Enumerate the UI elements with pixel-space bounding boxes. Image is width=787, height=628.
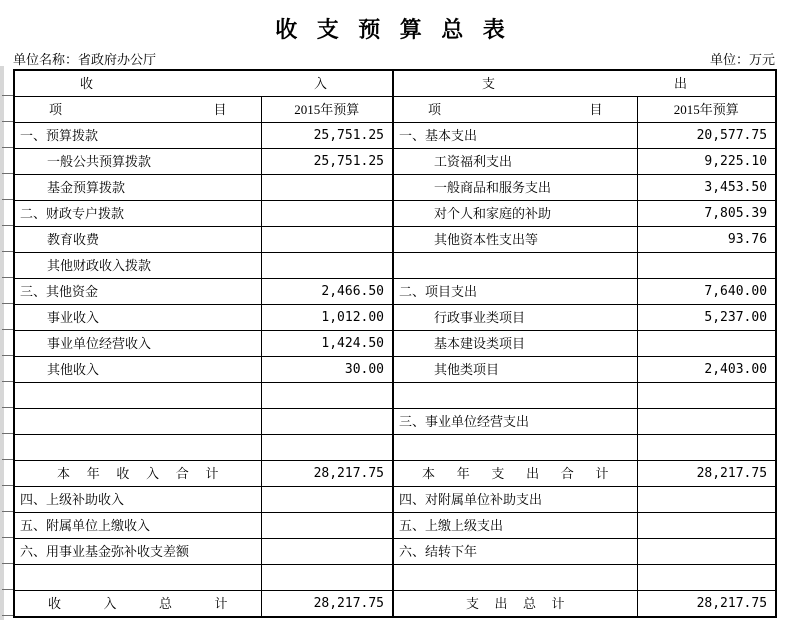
income-amount [261,513,393,539]
income-item-label: 六、用事业基金弥补收支差额 [14,539,261,565]
expense-amount: 7,805.39 [637,201,776,227]
expense-amount: 7,640.00 [637,279,776,305]
expense-item-label: 支 出 总 计 [393,591,637,618]
expense-amount [637,331,776,357]
expense-amount: 5,237.00 [637,305,776,331]
expense-item-column-header: 项 目 [393,97,637,123]
table-row [14,435,776,461]
income-item-label: 其他财政收入拨款 [14,253,261,279]
expense-amount [637,383,776,409]
income-amount: 30.00 [261,357,393,383]
income-amount: 28,217.75 [261,591,393,618]
expense-amount: 3,453.50 [637,175,776,201]
income-item-label: 二、财政专户拨款 [14,201,261,227]
expense-item-label [393,253,637,279]
expense-item-label: 六、结转下年 [393,539,637,565]
expense-amount: 28,217.75 [637,461,776,487]
expense-amount [637,565,776,591]
income-amount [261,175,393,201]
expense-item-label [393,383,637,409]
income-amount [261,253,393,279]
expense-amount: 20,577.75 [637,123,776,149]
table-row [14,487,776,513]
table-row [14,565,776,591]
expense-amount: 28,217.75 [637,591,776,618]
budget-table [13,69,777,618]
expense-item-label: 本 年 支 出 合 计 [393,461,637,487]
table-row [14,279,776,305]
income-amount [261,565,393,591]
income-amount: 28,217.75 [261,461,393,487]
expense-item-label: 五、上缴上级支出 [393,513,637,539]
expense-amount: 93.76 [637,227,776,253]
currency-unit-label: 单位：万元 [709,52,775,67]
income-item-label [14,435,261,461]
income-item-label: 教育收费 [14,227,261,253]
income-amount [261,487,393,513]
unit-name-label: 单位名称：省政府办公厅 [13,52,157,67]
income-item-label [14,383,261,409]
income-amount [261,383,393,409]
table-row [14,201,776,227]
page-title: 收 支 预 算 总 表 [275,17,512,42]
income-amount: 1,012.00 [261,305,393,331]
income-item-label: 本 年 收 入 合 计 [14,461,261,487]
income-item-label [14,565,261,591]
table-row [14,591,776,618]
row-gridline-ticks [2,70,13,617]
income-amount [261,409,393,435]
income-amount [261,201,393,227]
expense-item-label: 二、项目支出 [393,279,637,305]
expense-amount: 9,225.10 [637,149,776,175]
budget-table-body [14,123,776,618]
expense-item-label: 其他类项目 [393,357,637,383]
table-row [14,461,776,487]
table-row [14,331,776,357]
income-item-label: 五、附属单位上缴收入 [14,513,261,539]
column-header-row [14,97,776,123]
income-item-label: 收 入 总 计 [14,591,261,618]
expense-item-label: 四、对附属单位补助支出 [393,487,637,513]
income-item-label: 其他收入 [14,357,261,383]
income-budget-column-header: 2015年预算 [261,97,393,123]
income-amount [261,539,393,565]
table-row [14,513,776,539]
expense-item-label: 行政事业类项目 [393,305,637,331]
income-item-label: 三、其他资金 [14,279,261,305]
expense-amount [637,409,776,435]
income-section-header: 收 入 [14,70,393,97]
section-header-row [14,70,776,97]
income-item-label: 一、预算拨款 [14,123,261,149]
meta-row [13,49,775,68]
expense-item-label: 一、基本支出 [393,123,637,149]
expense-amount [637,487,776,513]
table-row [14,227,776,253]
expense-section-header: 支 出 [393,70,776,97]
income-item-label: 一般公共预算拨款 [14,149,261,175]
income-amount [261,435,393,461]
expense-amount [637,253,776,279]
expense-amount [637,435,776,461]
expense-item-label: 对个人和家庭的补助 [393,201,637,227]
income-item-label: 事业收入 [14,305,261,331]
expense-budget-column-header: 2015年预算 [637,97,776,123]
table-row [14,357,776,383]
expense-amount: 2,403.00 [637,357,776,383]
income-amount: 1,424.50 [261,331,393,357]
table-row [14,123,776,149]
income-item-label: 事业单位经营收入 [14,331,261,357]
expense-amount [637,513,776,539]
table-row [14,149,776,175]
income-amount [261,227,393,253]
income-item-column-header: 项 目 [14,97,261,123]
income-amount: 25,751.25 [261,123,393,149]
table-row [14,539,776,565]
expense-item-label: 工资福利支出 [393,149,637,175]
expense-item-label: 一般商品和服务支出 [393,175,637,201]
table-row [14,383,776,409]
table-row [14,409,776,435]
expense-item-label [393,435,637,461]
expense-item-label: 三、事业单位经营支出 [393,409,637,435]
expense-item-label [393,565,637,591]
income-amount: 2,466.50 [261,279,393,305]
table-row [14,253,776,279]
expense-amount [637,539,776,565]
income-item-label: 基金预算拨款 [14,175,261,201]
table-row [14,175,776,201]
expense-item-label: 其他资本性支出等 [393,227,637,253]
income-amount: 25,751.25 [261,149,393,175]
expense-item-label: 基本建设类项目 [393,331,637,357]
table-row [14,305,776,331]
income-item-label: 四、上级补助收入 [14,487,261,513]
income-item-label [14,409,261,435]
